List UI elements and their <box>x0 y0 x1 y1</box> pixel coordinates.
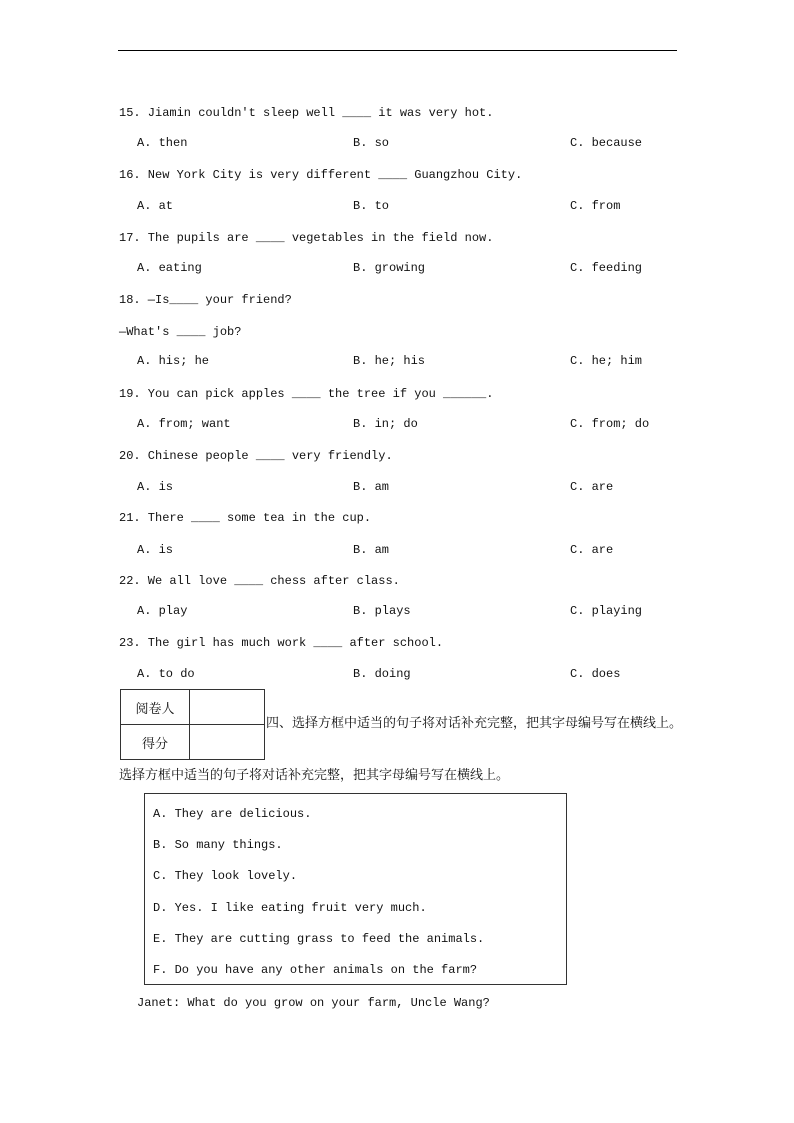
question-stem: 20. Chinese people ____ very friendly. <box>119 449 393 463</box>
section-instruction: 选择方框中适当的句子将对话补充完整，把其字母编号写在横线上。 <box>119 768 510 783</box>
answer-option: B. plays <box>353 604 411 618</box>
question-stem: 22. We all love ____ chess after class. <box>119 574 400 588</box>
question-stem: 17. The pupils are ____ vegetables in the field now. <box>119 231 494 245</box>
answer-option: A. from; want <box>137 417 231 431</box>
score-label: 得分 <box>121 725 190 760</box>
dialogue-line: Janet: What do you grow on your farm, Uncle Wang? <box>137 996 490 1010</box>
choice-item: A. They are delicious. <box>153 807 312 821</box>
answer-option: A. to do <box>137 667 195 681</box>
answer-option: C. does <box>570 667 621 681</box>
answer-option: B. he; his <box>353 354 426 368</box>
answer-option: B. in; do <box>353 417 418 431</box>
choice-item: C. They look lovely. <box>153 869 298 884</box>
answer-option: B. to <box>353 199 390 213</box>
choice-item: F. Do you have any other animals on the farm? <box>153 963 478 977</box>
answer-option: A. then <box>137 136 188 150</box>
answer-option: B. am <box>353 543 390 557</box>
question-stem: 19. You can pick apples ____ the tree if you ______. <box>119 387 494 401</box>
question-stem: 23. The girl has much work ____ after school. <box>119 636 444 650</box>
question-stem: 21. There ____ some tea in the cup. <box>119 511 372 525</box>
answer-option: C. are <box>570 543 614 557</box>
answer-option: A. his; he <box>137 354 210 368</box>
question-stem: 16. New York City is very different ____ Guangzhou City. <box>119 168 523 182</box>
question-stem: 15. Jiamin couldn't sleep well ____ it was very hot. <box>119 106 494 120</box>
answer-option: C. are <box>570 480 614 494</box>
reviewer-cell <box>190 690 265 725</box>
answer-option: B. growing <box>353 261 426 275</box>
score-cell <box>190 725 265 760</box>
choice-item: D. Yes. I like eating fruit very much. <box>153 900 427 915</box>
answer-option: A. is <box>137 543 174 557</box>
section-title: 四、选择方框中适当的句子将对话补充完整，把其字母编号写在横线上。 <box>266 716 683 731</box>
answer-option: C. because <box>570 136 643 150</box>
choice-item: E. They are cutting grass to feed the animals. <box>153 931 485 946</box>
answer-option: A. play <box>137 604 188 618</box>
answer-option: C. playing <box>570 604 643 618</box>
answer-option: A. at <box>137 199 174 213</box>
answer-option: A. is <box>137 480 174 494</box>
answer-option: B. so <box>353 136 390 150</box>
answer-option: A. eating <box>137 261 202 275</box>
answer-option: B. doing <box>353 667 411 681</box>
header-rule <box>118 50 677 51</box>
question-stem: —What's ____ job? <box>119 325 242 339</box>
question-stem: 18. —Is____ your friend? <box>119 293 292 307</box>
choice-item: B. So many things. <box>153 838 283 853</box>
choices-box <box>144 793 567 985</box>
answer-option: C. from <box>570 199 621 213</box>
answer-option: C. from; do <box>570 417 650 431</box>
answer-option: C. feeding <box>570 261 643 275</box>
answer-option: C. he; him <box>570 354 643 368</box>
reviewer-label: 阅卷人 <box>121 690 190 725</box>
score-table <box>120 689 265 760</box>
answer-option: B. am <box>353 480 390 494</box>
